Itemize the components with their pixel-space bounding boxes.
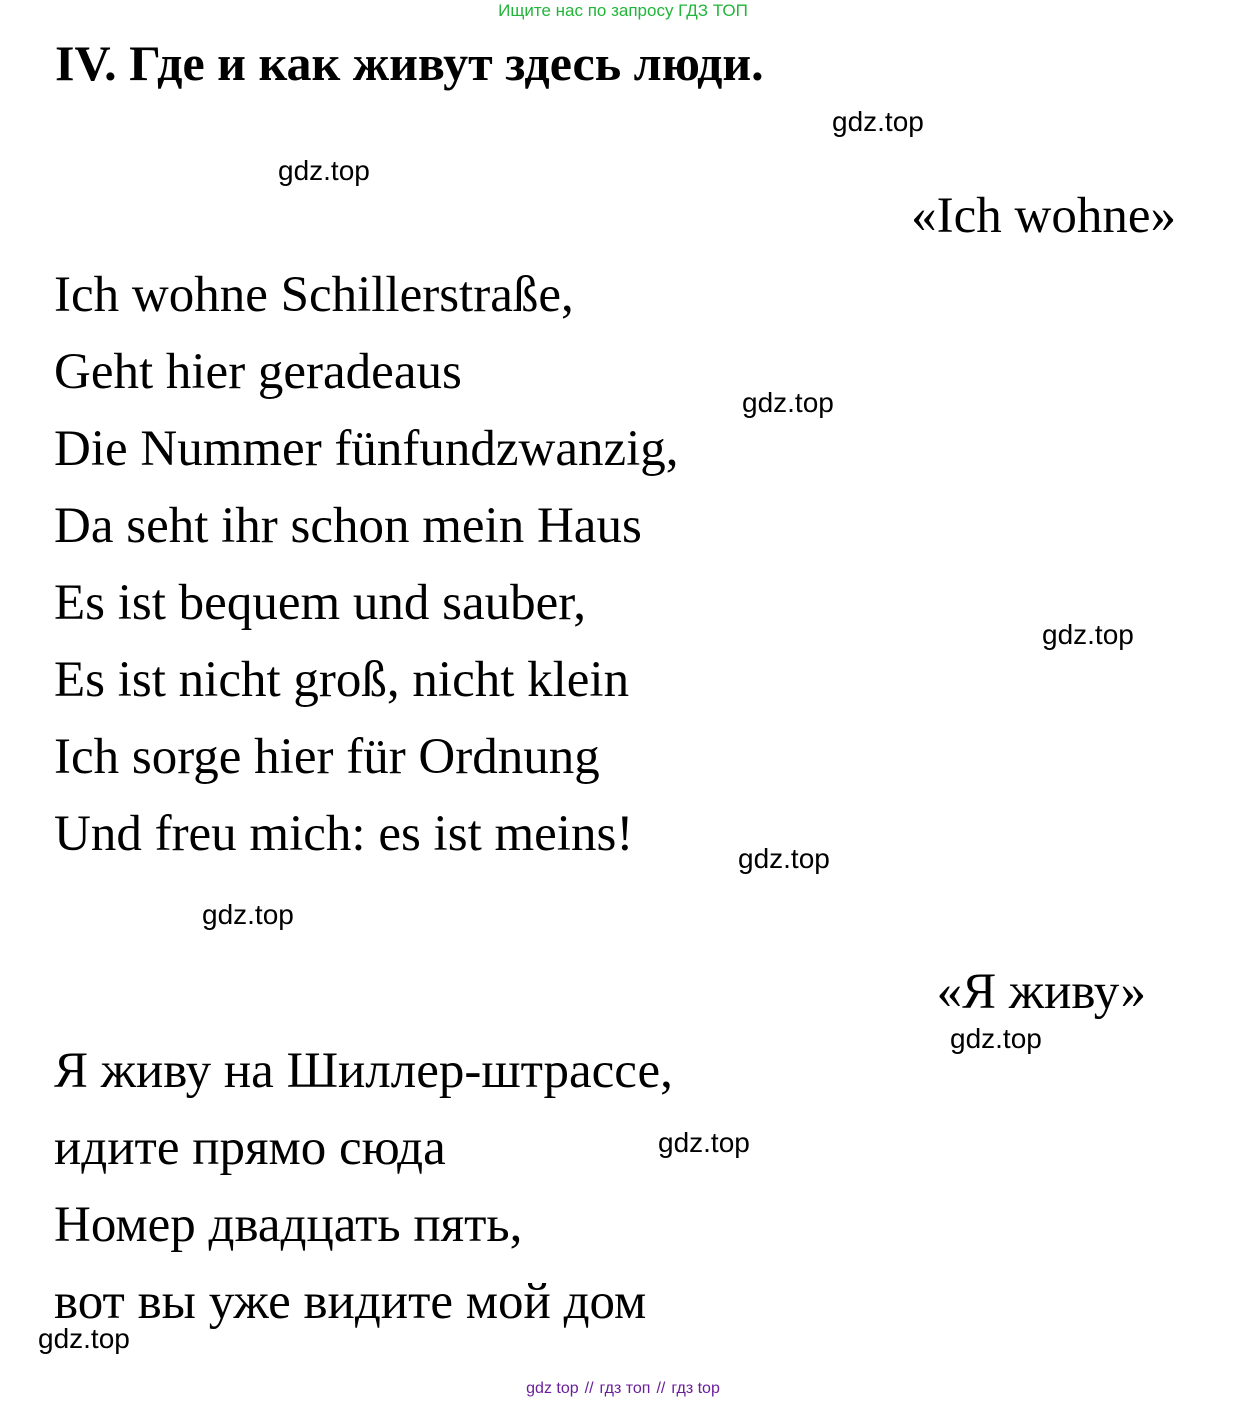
watermark: gdz.top: [278, 155, 370, 186]
watermark: gdz.top: [202, 899, 294, 930]
watermark: gdz.top: [1042, 619, 1134, 650]
footer-links: [0, 1379, 1246, 1399]
watermark: gdz.top: [738, 843, 830, 874]
watermark: gdz.top: [950, 1023, 1042, 1054]
section-heading: IV. Где и как живут здесь люди.: [55, 35, 764, 91]
poem-russian: [54, 1033, 673, 1341]
poem-line: Da seht ihr schon mein Haus: [54, 498, 642, 554]
watermark: gdz.top: [38, 1323, 130, 1354]
poem-line: Ich wohne Schillerstraße,: [54, 267, 574, 323]
footer-separator: //: [584, 1380, 594, 1397]
poem-line: вот вы уже видите мой дом: [54, 1274, 647, 1330]
poem-line: идите прямо сюда: [54, 1120, 446, 1176]
poem-line: Ich sorge hier für Ordnung: [54, 729, 600, 785]
poem-line: Es ist bequem und sauber,: [54, 575, 586, 631]
watermark: gdz.top: [658, 1127, 750, 1158]
poem-line: Номер двадцать пять,: [54, 1197, 523, 1253]
footer-link[interactable]: гдз top: [671, 1380, 720, 1397]
poem-title-german: «Ich wohne»: [911, 188, 1176, 244]
top-banner: Ищите нас по запросу ГДЗ ТОП: [498, 1, 748, 20]
poem-line: Und freu mich: es ist meins!: [54, 806, 634, 862]
poem-line: Я живу на Шиллер-штрассе,: [54, 1043, 673, 1099]
poem-line: Die Nummer fünfundzwanzig,: [54, 421, 679, 477]
poem-german: [54, 257, 679, 873]
watermark: gdz.top: [742, 387, 834, 418]
footer-link[interactable]: gdz top: [526, 1380, 579, 1397]
poem-line: Geht hier geradeaus: [54, 344, 462, 400]
footer-separator: //: [656, 1380, 666, 1397]
poem-title-russian: «Я живу»: [936, 964, 1146, 1020]
poem-line: Es ist nicht groß, nicht klein: [54, 652, 630, 708]
footer-link[interactable]: гдз топ: [599, 1380, 651, 1397]
watermark: gdz.top: [832, 106, 924, 137]
